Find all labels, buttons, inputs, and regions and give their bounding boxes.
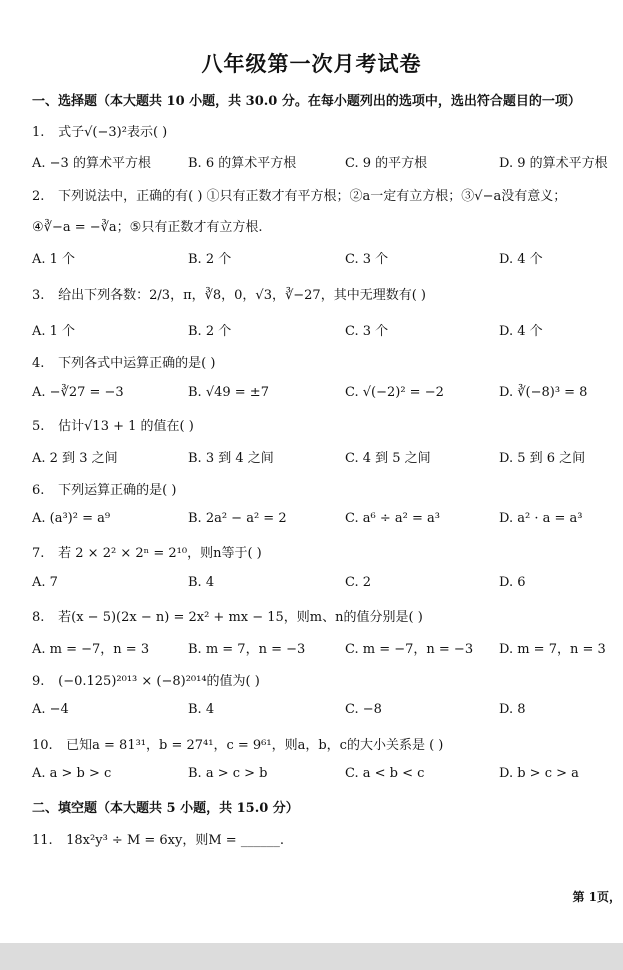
option-a: A. −4 [32,702,69,717]
option-a: A. −3 的算术平方根 [32,156,151,171]
option-d: D. a² · a = a³ [499,511,583,526]
question-6-options [32,511,622,529]
option-b: B. √49 = ±7 [188,385,269,400]
option-a: A. m = −7，n = 3 [32,642,150,657]
option-c: C. −8 [345,702,382,717]
question-10: 10. 已知a = 81³¹，b = 27⁴¹，c = 9⁶¹，则a，b，c的大小关系是 ( ) [32,738,444,753]
question-2: 2. 下列说法中，正确的有( ) ①只有正数才有平方根；②a一定有立方根；③√−a没有意义； [32,189,567,204]
question-2-options [32,248,622,266]
question-5: 5. 估计√13 + 1 的值在( ) [32,419,194,434]
option-a: A. (a³)² = a⁹ [32,511,111,526]
option-d: D. b > c > a [499,766,579,781]
option-d: D. 9 的算术平方根 [499,156,608,171]
question-7-options [32,575,622,593]
question-1-options [32,152,622,170]
option-d: D. 5 到 6 之间 [499,451,586,466]
option-a: A. 7 [32,575,58,590]
viewer-footer-band [0,943,623,970]
option-b: B. 4 [188,575,215,590]
option-b: B. 2 个 [188,324,232,339]
option-c: C. a⁶ ÷ a² = a³ [345,511,440,526]
option-d: D. m = 7，n = 3 [499,642,606,657]
question-11: 11. 18x²y³ ÷ M = 6xy，则M = ______. [32,833,284,848]
option-c: C. 3 个 [345,324,389,339]
question-3: 3. 给出下列各数：2/3，π，∛8，0，√3，∛−27，其中无理数有( ) [32,288,426,303]
option-b: B. 4 [188,702,215,717]
section-choice-heading: 一、选择题（本大题共 10 小题，共 30.0 分。在每小题列出的选项中，选出符合题目的一项） [32,94,581,109]
question-9: 9. (−0.125)²⁰¹³ × (−8)²⁰¹⁴的值为( ) [32,674,260,689]
exam-title: 八年级第一次月考试卷 [201,51,422,76]
option-c: C. m = −7，n = −3 [345,642,474,657]
question-6: 6. 下列运算正确的是( ) [32,483,177,498]
option-a: A. 1 个 [32,252,76,267]
option-d: D. 8 [499,702,526,717]
option-b: B. 2 个 [188,252,232,267]
option-b: B. m = 7，n = −3 [188,642,306,657]
option-b: B. 6 的算术平方根 [188,156,297,171]
option-d: D. 4 个 [499,252,543,267]
question-9-options [32,702,622,720]
question-4: 4. 下列各式中运算正确的是( ) [32,356,216,371]
question-2-continued: ④∛−a = −∛a；⑤只有正数才有立方根. [32,220,263,235]
question-4-options [32,385,622,403]
option-c: C. 2 [345,575,372,590]
option-a: A. −∛27 = −3 [32,385,124,400]
option-b: B. a > c > b [188,766,268,781]
question-10-options [32,766,622,784]
option-b: B. 2a² − a² = 2 [188,511,287,526]
option-c: C. 9 的平方根 [345,156,428,171]
question-8: 8. 若(x − 5)(2x − n) = 2x² + mx − 15，则m、n的值分别是( ) [32,610,423,625]
option-a: A. 1 个 [32,324,76,339]
option-c: C. √(−2)² = −2 [345,385,444,400]
option-b: B. 3 到 4 之间 [188,451,274,466]
option-d: D. 4 个 [499,324,543,339]
question-1: 1. 式子√(−3)²表示( ) [32,125,168,140]
question-3-options [32,320,622,338]
option-c: C. 3 个 [345,252,389,267]
section-fill-heading: 二、填空题（本大题共 5 小题，共 15.0 分） [32,801,299,816]
question-5-options [32,447,622,465]
option-d: D. ∛(−8)³ = 8 [499,385,588,400]
option-c: C. a < b < c [345,766,425,781]
option-c: C. 4 到 5 之间 [345,451,431,466]
option-a: A. a > b > c [32,766,112,781]
option-a: A. 2 到 3 之间 [32,451,118,466]
option-d: D. 6 [499,575,526,590]
question-8-options [32,638,622,656]
question-7: 7. 若 2 × 2² × 2ⁿ = 2¹⁰，则n等于( ) [32,546,262,561]
page-number: 第 1页， [572,890,621,904]
